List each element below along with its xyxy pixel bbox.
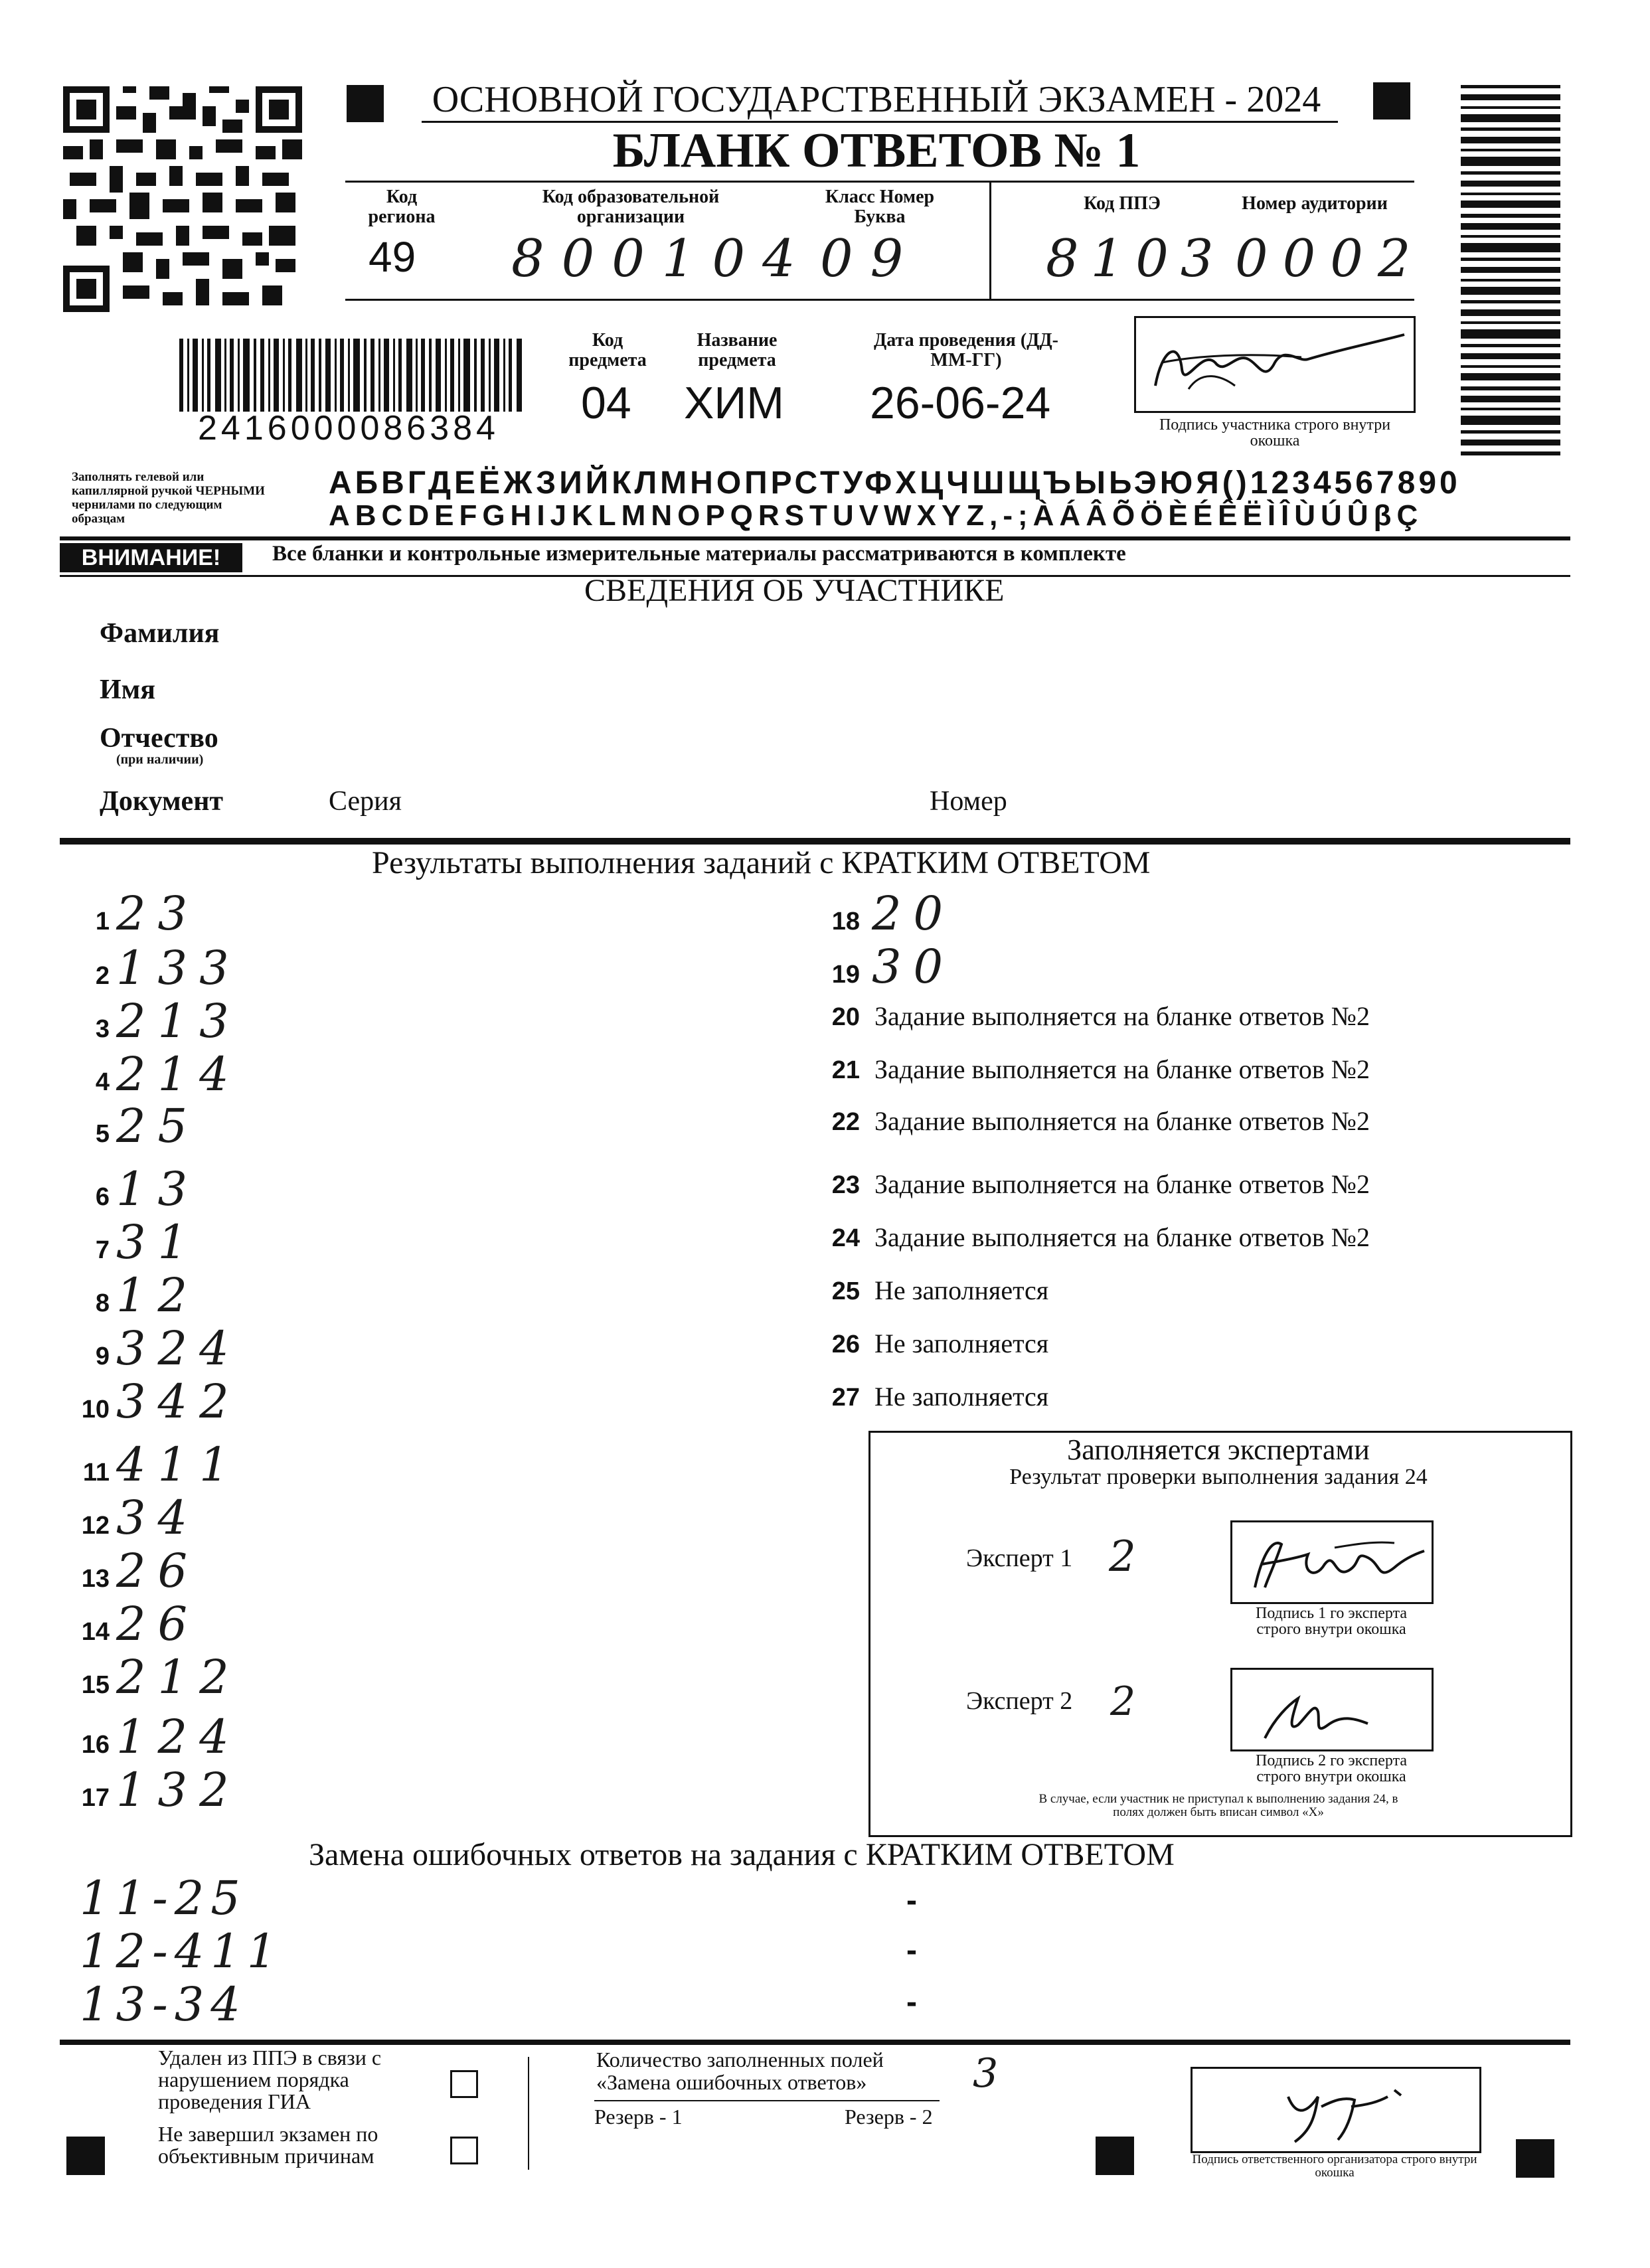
result-row-22: 22 Задание выполняется на бланке ответов №2 <box>831 1106 1370 1136</box>
result-row-9: 9 324 <box>95 1321 241 1376</box>
subject-name-value[interactable]: ХИМ <box>684 378 784 428</box>
result-answer-5[interactable]: 25 <box>116 1099 200 1153</box>
expert1-signature <box>1235 1524 1428 1597</box>
not-finished-label: Не завершил экзамен по объективным причинам <box>158 2122 378 2168</box>
results-section-title: Результаты выполнения заданий с КРАТКИМ ОТВЕТОМ <box>372 845 1151 880</box>
org-label: Код образовательной организации <box>542 187 720 227</box>
series-label: Серия <box>329 786 402 817</box>
date-value[interactable]: 26-06-24 <box>870 378 1051 428</box>
result-row-1: 1 23 <box>95 886 200 941</box>
sample-instruction: Заполнять гелевой или капиллярной ручкой ЧЕРНЫМИ чернилами по следующим образцам <box>72 470 265 526</box>
result-answer-9[interactable]: 324 <box>116 1321 241 1376</box>
replacement-count-label: Количество заполненных полей «Замена ошибочных ответов» <box>596 2048 884 2094</box>
participant-section-title: СВЕДЕНИЯ ОБ УЧАСТНИКЕ <box>584 573 1005 608</box>
side-barcode <box>1461 85 1560 457</box>
result-row-6: 6 13 <box>95 1162 200 1216</box>
organizer-signature-caption: Подпись ответственного организатора строго внутри окошка <box>1192 2152 1477 2180</box>
result-row-21: 21 Задание выполняется на бланке ответов №2 <box>831 1054 1370 1084</box>
exam-title: ОСНОВНОЙ ГОСУДАРСТВЕННЫЙ ЭКЗАМЕН - 2024 <box>432 79 1321 120</box>
result-answer-6[interactable]: 13 <box>116 1162 200 1216</box>
expert1-caption: Подпись 1 го эксперта строго внутри окошка <box>1255 1605 1407 1638</box>
results-left-column <box>73 886 770 1816</box>
surname-label: Фамилия <box>100 618 220 649</box>
result-answer-3[interactable]: 213 <box>116 994 241 1048</box>
removed-label: Удален из ППЭ в связи с нарушением порядка проведения ГИА <box>158 2046 382 2113</box>
result-row-4: 4 214 <box>95 1047 241 1101</box>
corner-marker-bottom-left <box>66 2137 105 2175</box>
expert2-signature <box>1235 1672 1428 1745</box>
class-value[interactable]: 09 <box>820 229 921 289</box>
result-row-16: 16 124 <box>81 1710 241 1764</box>
result-answer-2[interactable]: 133 <box>116 941 241 995</box>
region-label: Код региона <box>368 187 436 227</box>
corner-marker-bottom-right <box>1516 2139 1554 2178</box>
reserve-2: Резерв - 2 <box>845 2105 933 2129</box>
date-label: Дата проведения (ДД-ММ-ГГ) <box>873 330 1058 370</box>
result-row-7: 7 31 <box>95 1215 200 1269</box>
result-row-8: 8 12 <box>95 1268 200 1323</box>
not-finished-checkbox[interactable] <box>450 2137 478 2164</box>
result-answer-10[interactable]: 342 <box>116 1374 241 1429</box>
corner-marker-top-left <box>347 85 384 122</box>
participant-signature <box>1142 323 1408 402</box>
patronymic-label: Отчество <box>100 723 218 754</box>
document-label: Документ <box>100 786 224 817</box>
result-row-12: 12 34 <box>81 1491 200 1545</box>
corner-marker-bottom-center <box>1096 2137 1134 2175</box>
expert2-score[interactable]: 2 <box>1110 1678 1136 1725</box>
result-answer-16[interactable]: 124 <box>116 1710 241 1764</box>
results-top-line <box>60 838 1570 845</box>
form-title: БЛАНК ОТВЕТОВ № 1 <box>612 123 1141 178</box>
sample-row-2: ABCDEFGHIJKLMNOPQRSTUVWXYZ,-;ÀÁÂÕÖÈÉÊËÌÎÙÚÛβÇ <box>329 499 1424 532</box>
region-value[interactable]: 49 <box>369 233 416 281</box>
result-answer-19[interactable]: 30 <box>872 939 955 994</box>
expert2-caption: Подпись 2 го эксперта строго внутри окошка <box>1255 1752 1407 1785</box>
result-answer-18[interactable]: 20 <box>872 886 955 941</box>
ppe-label: Код ППЭ <box>1084 193 1161 214</box>
reserve-1: Резерв - 1 <box>594 2105 683 2129</box>
result-row-10: 10 342 <box>81 1374 241 1429</box>
expert1-label: Эксперт 1 <box>966 1544 1073 1572</box>
result-row-5: 5 25 <box>95 1099 200 1153</box>
result-answer-12[interactable]: 34 <box>116 1491 200 1545</box>
result-row-18: 18 20 <box>831 886 955 941</box>
participant-signature-caption: Подпись участника строго внутри окошка <box>1159 416 1391 449</box>
subject-code-value[interactable]: 04 <box>581 378 631 428</box>
result-row-23: 23 Задание выполняется на бланке ответов №2 <box>831 1169 1370 1199</box>
codes-divider <box>989 181 991 299</box>
result-row-2: 2 133 <box>95 941 241 995</box>
results-right-column <box>817 886 1547 1431</box>
notice-top-line <box>60 536 1570 540</box>
patronymic-note: (при наличии) <box>116 752 204 767</box>
expert2-label: Эксперт 2 <box>966 1687 1073 1715</box>
result-answer-1[interactable]: 23 <box>116 886 200 941</box>
result-answer-11[interactable]: 411 <box>116 1437 241 1492</box>
qr-code <box>63 86 302 312</box>
experts-note: В случае, если участник не приступал к выполнению задания 24, в полях должен быть вписан символ «Х» <box>1038 1792 1398 1819</box>
result-answer-13[interactable]: 26 <box>116 1544 200 1598</box>
room-label: Номер аудитории <box>1242 193 1388 214</box>
replacement-3[interactable]: 13-34 <box>80 1977 247 2032</box>
sample-row-1: АБВГДЕЁЖЗИЙКЛМНОПРСТУФХЦЧШЩЪЫЬЭЮЯ()1234567890 <box>329 465 1461 501</box>
removed-checkbox[interactable] <box>450 2070 478 2098</box>
org-value[interactable]: 800104 <box>511 229 813 289</box>
replacement-right-mark-2[interactable]: - <box>906 1933 917 1968</box>
result-row-3: 3 213 <box>95 994 241 1048</box>
result-row-20: 20 Задание выполняется на бланке ответов №2 <box>831 1001 1370 1031</box>
class-label: Класс Номер Буква <box>825 187 935 227</box>
experts-subtitle: Результат проверки выполнения задания 24 <box>1009 1465 1428 1489</box>
replacement-right-mark-1[interactable]: - <box>906 1883 917 1918</box>
codes-bottom-line <box>345 299 1414 301</box>
result-row-25: 25 Не заполняется <box>831 1275 1049 1305</box>
result-row-26: 26 Не заполняется <box>831 1329 1049 1358</box>
replacement-count-value[interactable]: 3 <box>973 2050 999 2097</box>
notice-text: Все бланки и контрольные измерительные материалы рассматриваются в комплекте <box>272 542 1126 566</box>
replacements-section-title: Замена ошибочных ответов на задания с КРАТКИМ ОТВЕТОМ <box>309 1837 1175 1872</box>
result-answer-4[interactable]: 214 <box>116 1047 241 1101</box>
footer-top-line <box>60 2040 1570 2045</box>
number-label: Номер <box>930 786 1007 817</box>
count-underline <box>594 2100 940 2101</box>
experts-title: Заполняется экспертами <box>1067 1433 1370 1466</box>
result-row-24: 24 Задание выполняется на бланке ответов №2 <box>831 1222 1370 1252</box>
replacement-2[interactable]: 12-411 <box>80 1924 284 1979</box>
result-row-14: 14 26 <box>81 1597 200 1651</box>
ppe-value[interactable]: 8103 <box>1046 229 1226 289</box>
result-row-11: 11 411 <box>82 1437 241 1492</box>
barcode-number: 2416000086384 <box>198 409 499 447</box>
result-row-17: 17 132 <box>81 1763 241 1817</box>
notice-badge: ВНИМАНИЕ! <box>60 543 242 572</box>
subject-code-label: Код предмета <box>568 330 647 370</box>
footer-divider <box>528 2057 529 2170</box>
organizer-signature <box>1195 2070 1474 2146</box>
replacement-1[interactable]: 11-25 <box>80 1871 247 1925</box>
result-row-27: 27 Не заполняется <box>831 1382 1049 1412</box>
replacement-right-mark-3[interactable]: - <box>906 1984 917 2020</box>
subject-name-label: Название предмета <box>697 330 778 370</box>
codes-top-line <box>345 181 1414 183</box>
room-value[interactable]: 0002 <box>1235 229 1426 289</box>
result-row-13: 13 26 <box>81 1544 200 1598</box>
result-answer-7[interactable]: 31 <box>116 1215 200 1269</box>
result-answer-8[interactable]: 12 <box>116 1268 200 1323</box>
result-answer-14[interactable]: 26 <box>116 1597 200 1651</box>
result-answer-17[interactable]: 132 <box>116 1763 241 1817</box>
expert1-score[interactable]: 2 <box>1109 1532 1136 1581</box>
result-answer-15[interactable]: 212 <box>116 1650 241 1704</box>
corner-marker-top-right <box>1373 82 1410 120</box>
name-label: Имя <box>100 675 155 705</box>
form-barcode <box>179 339 525 412</box>
result-row-19: 19 30 <box>831 939 955 994</box>
result-row-15: 15 212 <box>81 1650 241 1704</box>
experts-box <box>868 1431 1572 1837</box>
